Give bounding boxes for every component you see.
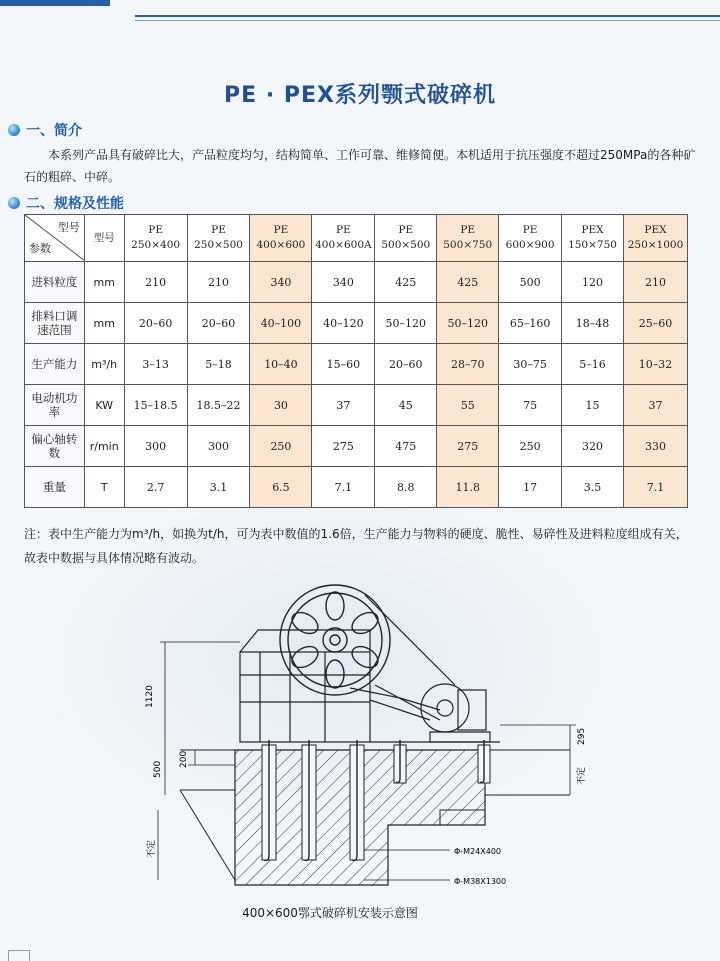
value-cell: 320	[562, 426, 624, 467]
model-header	[312, 215, 375, 262]
value-cell: 300	[187, 426, 250, 467]
model-header	[623, 215, 687, 262]
specs-heading: 二、规格及性能	[8, 193, 124, 213]
value-cell: 65–160	[499, 303, 562, 344]
value-cell: 210	[187, 262, 250, 303]
value-cell: 15	[562, 385, 624, 426]
value-cell: 210	[623, 262, 687, 303]
table-row	[25, 303, 688, 344]
model-size: 500×750	[443, 239, 493, 251]
value-cell: 3.1	[187, 467, 250, 508]
value-cell: 40–120	[312, 303, 375, 344]
page-title: PE · PEX系列颚式破碎机	[224, 83, 496, 108]
value-cell: 250	[250, 426, 312, 467]
value-cell: 340	[312, 262, 375, 303]
unit-cell: mm	[84, 262, 124, 303]
unit-cell: r/min	[84, 426, 124, 467]
value-cell: 120	[562, 262, 624, 303]
value-cell: 7.1	[312, 467, 375, 508]
model-series: PE	[460, 224, 476, 236]
value-cell: 15–18.5	[124, 385, 187, 426]
model-size: 400×600	[256, 239, 306, 251]
value-cell: 18–48	[562, 303, 624, 344]
unit-header: 型号	[84, 215, 124, 262]
table-row	[25, 385, 688, 426]
label-unfixed-left: 不定	[147, 839, 157, 858]
value-cell: 300	[124, 426, 187, 467]
value-cell: 25–60	[623, 303, 687, 344]
value-cell: 15–60	[312, 344, 375, 385]
model-series: PE	[336, 224, 351, 236]
value-cell: 17	[499, 467, 562, 508]
value-cell: 20–60	[187, 303, 250, 344]
model-size: 150×750	[568, 239, 617, 251]
value-cell: 5–16	[562, 344, 624, 385]
model-series: PE	[211, 224, 226, 236]
model-series: PEX	[581, 224, 604, 236]
model-header	[499, 215, 562, 262]
corner-cell: 型号 参数	[25, 215, 85, 262]
dim-1120: 1120	[145, 685, 155, 708]
model-size: 250×1000	[627, 239, 684, 251]
value-cell: 3–13	[124, 344, 187, 385]
value-cell: 340	[250, 262, 312, 303]
model-series: PE	[273, 224, 289, 236]
value-cell: 2.7	[124, 467, 187, 508]
param-label: 进料粒度	[25, 262, 85, 303]
unit-cell: mm	[84, 303, 124, 344]
param-label: 重量	[25, 467, 85, 508]
page-marker	[8, 950, 30, 961]
model-size: 250×500	[194, 239, 243, 251]
model-series: PEX	[644, 224, 667, 236]
value-cell: 8.8	[375, 467, 437, 508]
model-header	[562, 215, 624, 262]
value-cell: 425	[437, 262, 499, 303]
value-cell: 45	[375, 385, 437, 426]
model-series: PE	[148, 224, 163, 236]
value-cell: 275	[312, 426, 375, 467]
value-cell: 475	[375, 426, 437, 467]
value-cell: 5–18	[187, 344, 250, 385]
dim-200: 200	[179, 750, 189, 768]
value-cell: 20–60	[124, 303, 187, 344]
drawing-caption: 400×600鄂式破碎机安装示意图	[242, 906, 418, 920]
value-cell: 28–70	[437, 344, 499, 385]
table-row	[25, 344, 688, 385]
value-cell: 50–120	[375, 303, 437, 344]
model-header	[124, 215, 187, 262]
label-unfixed-right: 不定	[577, 766, 587, 785]
value-cell: 55	[437, 385, 499, 426]
bullet-icon	[8, 197, 20, 209]
unit-cell: T	[84, 467, 124, 508]
table-row	[25, 262, 688, 303]
bolt-small-label: Φ-M24X400	[454, 847, 502, 856]
dim-500: 500	[153, 760, 163, 778]
value-cell: 7.1	[623, 467, 687, 508]
table-row	[25, 467, 688, 508]
value-cell: 75	[499, 385, 562, 426]
value-cell: 37	[623, 385, 687, 426]
value-cell: 275	[437, 426, 499, 467]
value-cell: 30–75	[499, 344, 562, 385]
intro-text: 本系列产品具有破碎比大，产品粒度均匀，结构简单、工作可靠、维修简便。本机适用于抗压强度不超过250MPa的各种矿石的粗碎、中碎。	[24, 148, 696, 184]
installation-drawing	[140, 580, 610, 900]
value-cell: 50–120	[437, 303, 499, 344]
value-cell: 10–40	[250, 344, 312, 385]
table-row	[25, 426, 688, 467]
model-header	[187, 215, 250, 262]
spec-table	[24, 214, 688, 508]
table-note: 注：表中生产能力为m³/h，如换为t/h，可为表中数值的1.6倍，生产能力与物料的硬度、脆性、易碎性及进料粒度组成有关，故表中数据与具体情况略有波动。	[24, 527, 688, 565]
model-series: PE	[522, 224, 538, 236]
value-cell: 250	[499, 426, 562, 467]
bolt-large-label: Φ-M38X1300	[454, 877, 507, 886]
value-cell: 425	[375, 262, 437, 303]
value-cell: 18.5–22	[187, 385, 250, 426]
model-header	[250, 215, 312, 262]
value-cell: 500	[499, 262, 562, 303]
model-size: 500×500	[381, 239, 431, 251]
bullet-icon	[8, 124, 20, 136]
param-label: 偏心轴转数	[25, 426, 85, 467]
intro-heading: 一、简介	[8, 120, 82, 140]
model-size: 400×600A	[315, 239, 372, 251]
value-cell: 37	[312, 385, 375, 426]
header-band	[0, 0, 720, 24]
value-cell: 3.5	[562, 467, 624, 508]
param-label: 排料口调速范围	[25, 303, 85, 344]
value-cell: 10–32	[623, 344, 687, 385]
value-cell: 40–100	[250, 303, 312, 344]
model-series: PE	[398, 224, 414, 236]
model-header	[437, 215, 499, 262]
param-label: 生产能力	[25, 344, 85, 385]
dim-295: 295	[577, 727, 587, 745]
value-cell: 20–60	[375, 344, 437, 385]
value-cell: 330	[623, 426, 687, 467]
param-label: 电动机功率	[25, 385, 85, 426]
model-size: 250×400	[131, 239, 181, 251]
model-size: 600×900	[505, 239, 555, 251]
value-cell: 30	[250, 385, 312, 426]
model-header	[375, 215, 437, 262]
value-cell: 11.8	[437, 467, 499, 508]
unit-cell: m³/h	[84, 344, 124, 385]
unit-cell: KW	[84, 385, 124, 426]
value-cell: 6.5	[250, 467, 312, 508]
value-cell: 210	[124, 262, 187, 303]
